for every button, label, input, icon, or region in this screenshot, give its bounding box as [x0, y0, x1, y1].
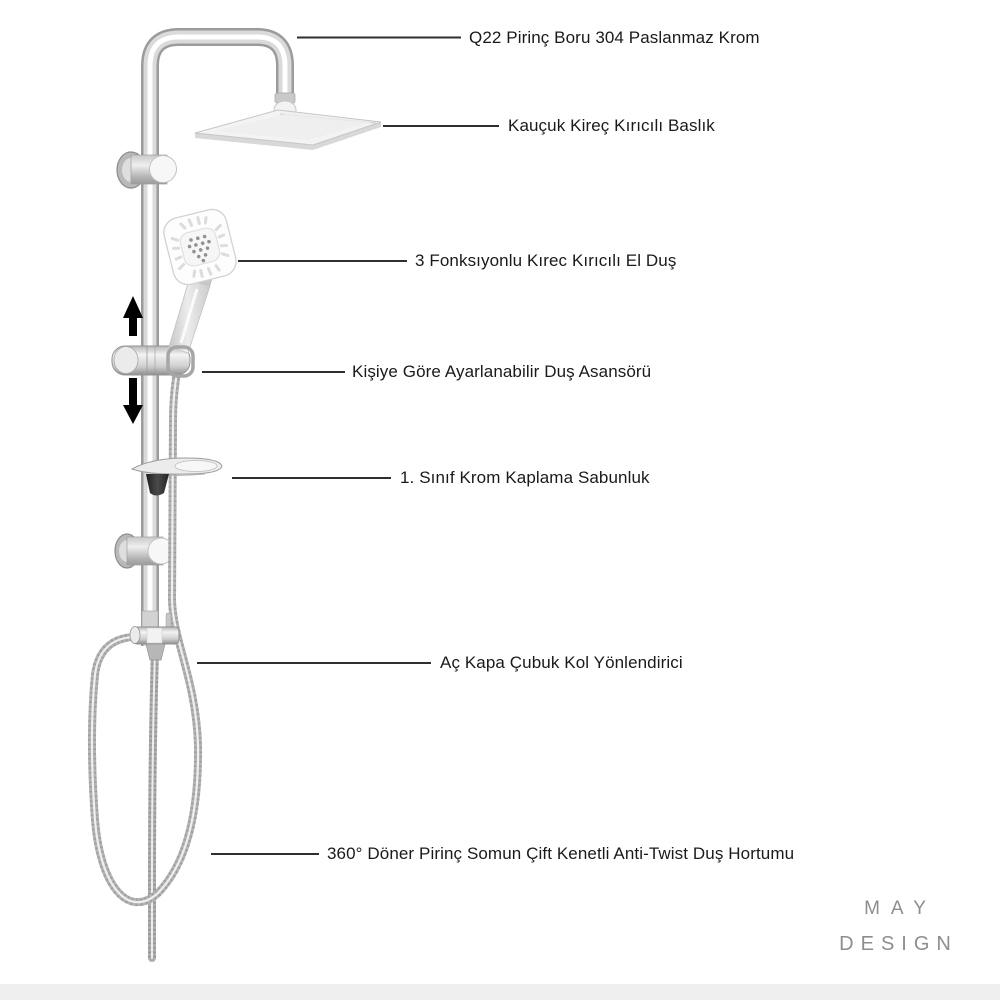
brand-logo-line2: DESIGN	[839, 933, 958, 955]
label-slider: Kişiye Göre Ayarlanabilir Duş Asansörü	[352, 362, 652, 381]
rain-shower-head	[195, 110, 381, 150]
leader-lines	[197, 38, 499, 855]
bottom-floor-strip	[0, 984, 1000, 1000]
brand-logo-line1: MAY	[864, 898, 937, 919]
shower-hose-straight	[152, 650, 155, 958]
label-head: Kauçuk Kireç Kırıcılı Baslık	[508, 116, 715, 135]
label-diverter: Aç Kapa Çubuk Kol Yönlendirici	[440, 653, 683, 672]
label-hose: 360° Döner Pirinç Somun Çift Kenetli Anti-Twist Duş Hortumu	[327, 844, 795, 863]
label-pipe: Q22 Pirinç Boru 304 Paslanmaz Krom	[469, 28, 760, 47]
label-soapdish: 1. Sınıf Krom Kaplama Sabunluk	[400, 468, 650, 487]
up-arrow-icon	[123, 296, 143, 336]
down-arrow-icon	[123, 378, 143, 424]
wall-bracket-top	[117, 152, 177, 188]
brand-logo	[800, 898, 990, 956]
hand-shower-head	[161, 206, 240, 287]
hand-shower-handle	[169, 280, 210, 353]
wall-bracket-bottom	[115, 534, 174, 568]
label-handshower: 3 Fonksıyonlu Kırec Kırıcılı El Duş	[415, 251, 677, 270]
